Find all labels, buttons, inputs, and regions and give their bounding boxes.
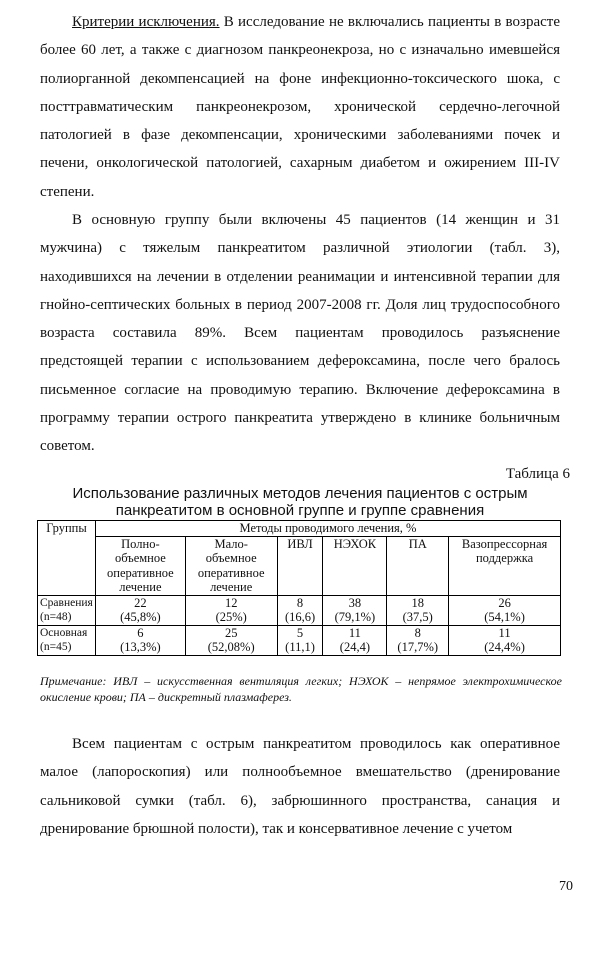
group-n: (n=45) <box>40 640 72 653</box>
cell-value: 38 <box>348 595 362 610</box>
cell-value: 26 <box>498 595 511 610</box>
exclusion-text: В исследование не включались пациенты в возрасте более 60 лет, а также с диагнозом панкреонекроза, но с изначально имевшейся полиорганной декомпенсацией на фоне инфекционно-токсического шока, с посттравматическим панкреонекрозом, хронической сердечно-легочной патологией в фазе декомпенсации, хроническими заболеваниями почек и печени, онкологической патологией, сахарным диабетом и ожирением III-IV степени. <box>40 14 560 200</box>
col-ventilation: ИВЛ <box>277 536 323 595</box>
cell-percent: (11,1) <box>285 640 315 654</box>
treatment-methods-table <box>37 520 561 656</box>
cell-percent: (24,4%) <box>484 640 525 654</box>
table-label: Таблица 6 <box>505 466 570 482</box>
value-cell <box>277 625 323 655</box>
after-table-paragraph <box>40 730 560 843</box>
table-row-comparison <box>38 595 561 625</box>
cell-percent: (79,1%) <box>334 610 376 624</box>
cell-value: 6 <box>137 625 144 640</box>
cell-percent: (24,4) <box>339 640 370 654</box>
cell-percent: (37,5) <box>402 610 433 624</box>
value-cell <box>277 595 323 625</box>
col-full-surgery: Полно- объемное оперативное лечение <box>95 536 185 595</box>
cell-value: 18 <box>411 595 424 610</box>
value-cell <box>449 625 561 655</box>
group-name: Основная <box>40 626 88 639</box>
cell-value: 8 <box>296 595 304 610</box>
cell-percent: (25%) <box>215 610 247 624</box>
group-name: Сравнения <box>40 596 93 609</box>
cell-value: 12 <box>224 595 238 610</box>
exclusion-heading: Критерии исключения. <box>72 14 220 30</box>
value-cell <box>323 625 387 655</box>
header-groups: Группы <box>38 521 96 596</box>
cell-value: 11 <box>498 625 511 640</box>
value-cell <box>185 595 277 625</box>
cell-percent: (54,1%) <box>484 610 525 624</box>
cell-value: 25 <box>224 625 238 640</box>
cell-percent: (16,6) <box>284 610 316 624</box>
header-methods: Методы проводимого лечения, % <box>95 521 560 537</box>
after-table-text: Всем пациентам с острым панкреатитом проводилось как оперативное малое (лапороскопия) или полнообъемное вмешательство (дренирование сальниковой сумки (табл. 6), забрюшинного пространства, санация и дренирование брюшной полости), так и консервативное лечение с учетом <box>40 736 560 837</box>
exclusion-paragraph <box>40 8 560 206</box>
table-subheader-row <box>38 536 561 595</box>
value-cell <box>323 595 387 625</box>
cell-value: 8 <box>414 625 421 640</box>
col-pa: ПА <box>387 536 449 595</box>
table-row-main <box>38 625 561 655</box>
value-cell <box>95 625 185 655</box>
cell-value: 11 <box>348 625 361 640</box>
group-cell <box>38 625 96 655</box>
main-group-text: В основную группу были включены 45 пациентов (14 женщин и 31 мужчина) с тяжелым панкреатитом различной этиологии (табл. 3), находившихся на лечении в отделении реанимации и интенсивной терапии для гнойно-септических больных в период 2007-2008 гг. Доля лиц трудоспособного возраста составила 89%. Всем пациентам проводилось разъяснение предстоящей терапии с использованием дефероксамина, после чего бралось письменное согласие на проводимую терапию. Включение дефероксамина в программу терапии острого панкреатита утверждено в клинике больничным советом. <box>40 212 560 455</box>
cell-percent: (45,8%) <box>120 610 161 624</box>
cell-value: 5 <box>296 625 304 640</box>
value-cell <box>449 595 561 625</box>
table-title <box>40 485 560 519</box>
table-note: Примечание: ИВЛ – искусственная вентиляция легких; НЭХОК – непрямое электрохимическое окисление крови; ПА – дискретный плазмаферез. <box>40 674 562 704</box>
cell-percent: (17,7%) <box>397 640 439 654</box>
main-group-paragraph <box>40 206 560 461</box>
table-title-line2: панкреатитом в основной группе и группе сравнения <box>115 502 485 519</box>
table-header-row <box>38 521 561 537</box>
value-cell <box>95 595 185 625</box>
page-number: 70 <box>559 879 573 894</box>
value-cell <box>387 625 449 655</box>
group-n: (n=48) <box>40 610 72 623</box>
value-cell <box>387 595 449 625</box>
col-minor-surgery: Мало- объемное оперативное лечение <box>185 536 277 595</box>
group-cell <box>38 595 96 625</box>
col-nehok: НЭХОК <box>323 536 387 595</box>
cell-value: 22 <box>134 595 147 610</box>
col-vasopressor: Вазопрессорная поддержка <box>449 536 561 595</box>
value-cell <box>185 625 277 655</box>
cell-percent: (52,08%) <box>207 640 255 654</box>
table-title-line1: Использование различных методов лечения пациентов с острым <box>72 485 528 502</box>
cell-percent: (13,3%) <box>120 640 161 654</box>
